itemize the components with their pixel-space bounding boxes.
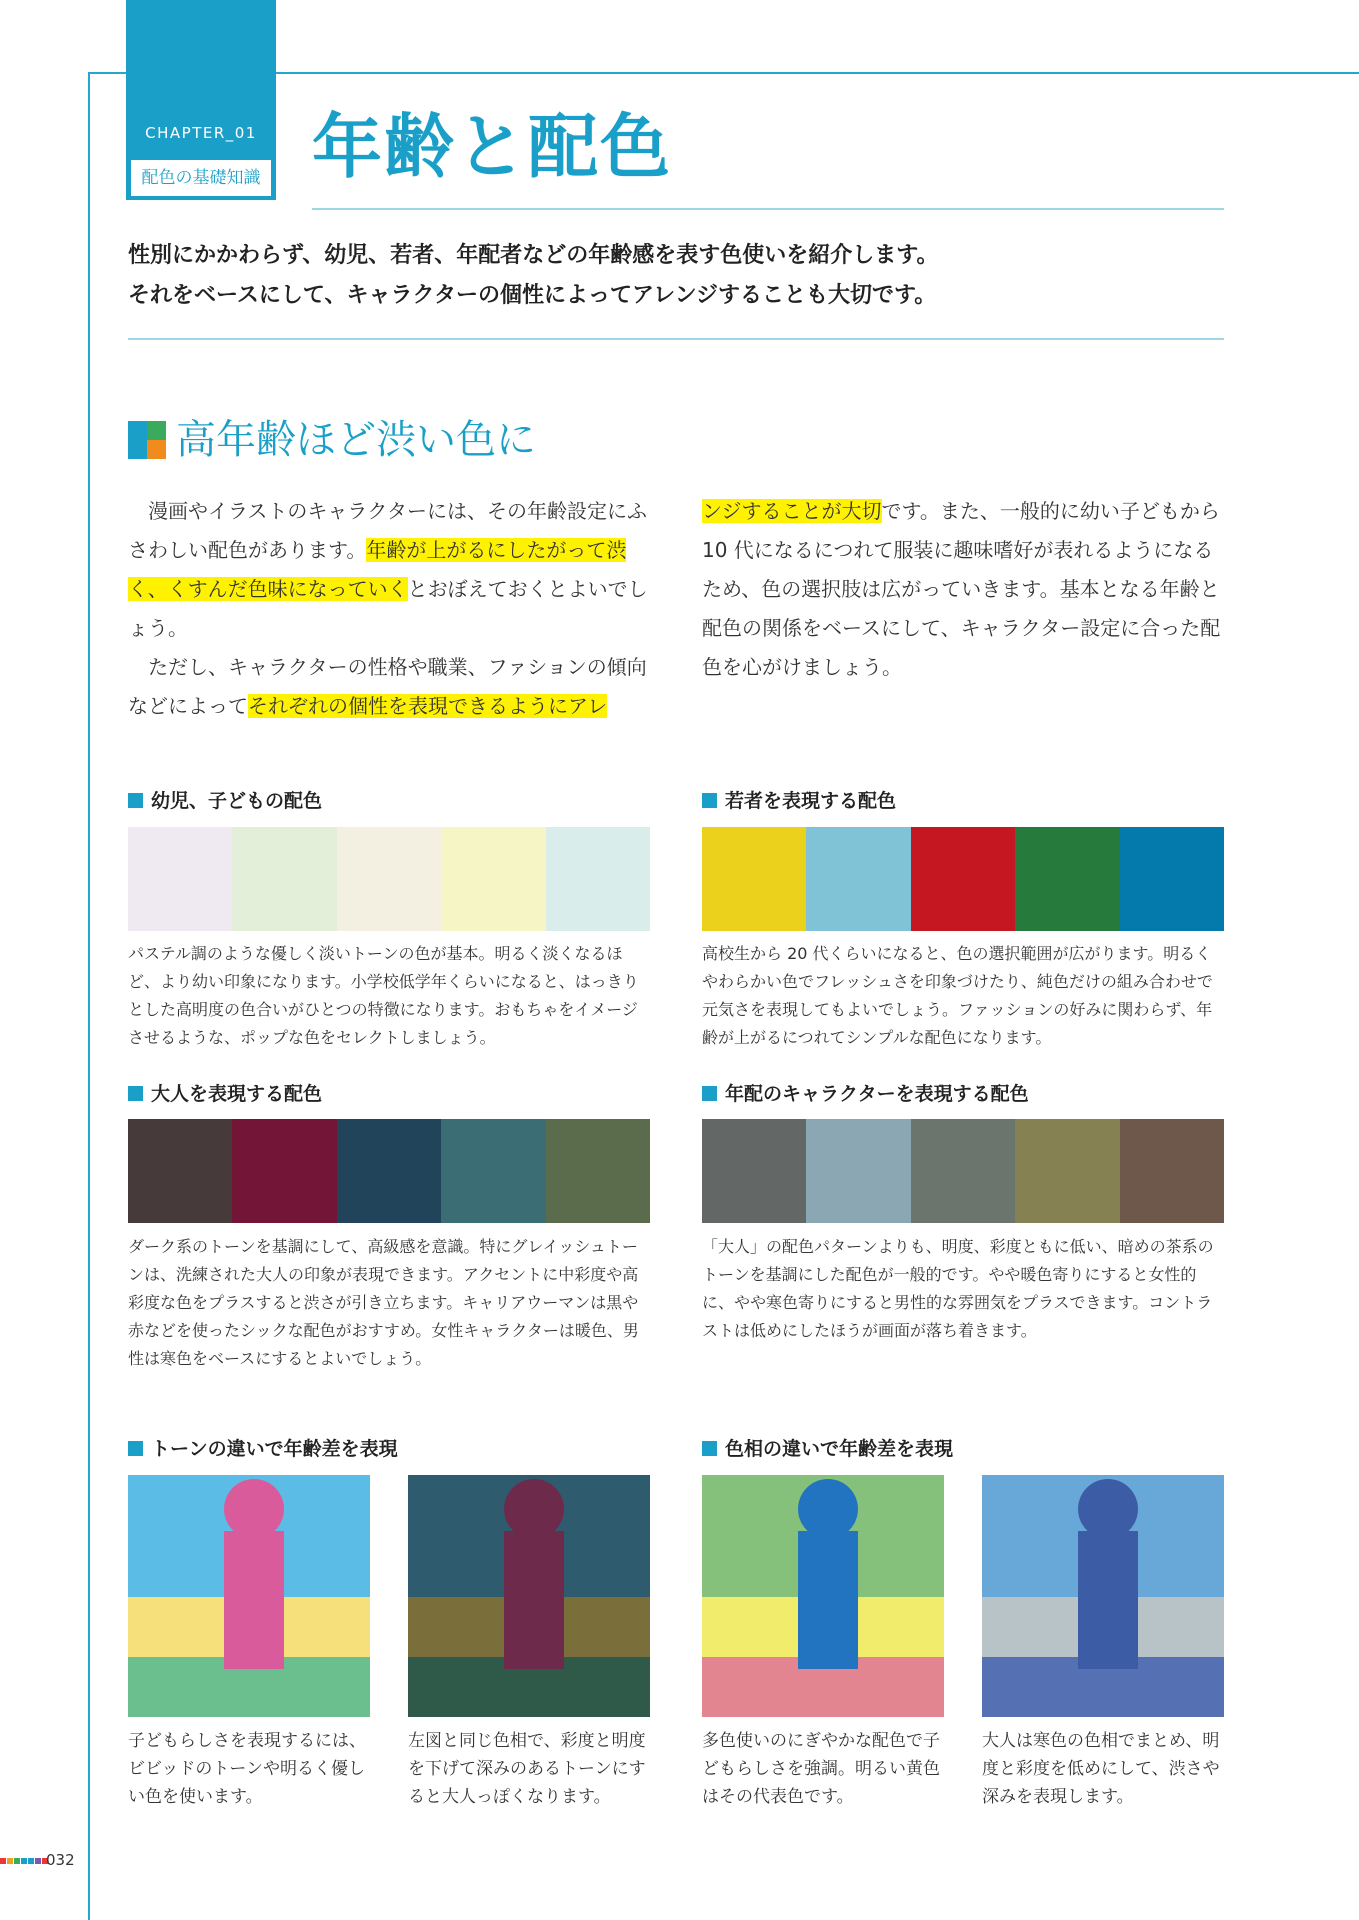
color-mark: [7, 1858, 13, 1864]
comparison-title-text: 色相の違いで年齢差を表現: [725, 1438, 954, 1460]
color-swatch-5: [546, 1119, 650, 1223]
intro-text: [128, 236, 1228, 316]
frame-top-line: [88, 72, 1359, 74]
palette-title-text: 年配のキャラクターを表現する配色: [725, 1083, 1029, 1105]
figure-head: [798, 1479, 858, 1539]
palette-desc-adult: ダーク系のトーンを基調にして、高級感を意識。特にグレイッシュトーンは、洗練された大人の印象が表現できます。アクセントに中彩度や高彩度な色をプラスすると渋さが引き立ちます。キャリアウーマンは黒や赤などを使ったシックな配色がおすすめ。女性キャラクターは暖色、男性は寒色をベースにするとよいでしょう。: [128, 1237, 639, 1368]
palette-title-children: [128, 788, 322, 814]
body-text: ただし、キャラクターの性格や職業、ファションの傾向などによって: [128, 655, 647, 718]
highlight-text: ンジすることが大切: [702, 499, 882, 523]
color-swatch-1: [128, 1119, 232, 1223]
figure-head: [224, 1479, 284, 1539]
color-swatch-5: [546, 827, 650, 931]
palette-desc-elderly: 「大人」の配色パターンよりも、明度、彩度ともに低い、暗めの茶系のトーンを基調にした配色が一般的です。やや暖色寄りにすると女性的に、やや寒色寄りにすると男性的な雰囲気をプラスできます。コントラストは低めにしたほうが画面が落ち着きます。: [702, 1237, 1214, 1340]
title-underline: [312, 208, 1224, 210]
color-swatch-2: [806, 1119, 910, 1223]
body-right-column: [702, 492, 1227, 687]
figure-caption: 子どもらしさを表現するには、ビビッドのトーンや明るく優しい色を使います。: [128, 1731, 366, 1807]
palette-title-text: 幼児、子どもの配色: [151, 790, 323, 812]
figure-body: [504, 1531, 564, 1669]
page-number: 032: [46, 1851, 75, 1869]
body-text: 漫画やイラストのキャラクターには、その年齢設定にふさわしい配色があります。: [128, 499, 647, 562]
color-swatch-4: [1015, 827, 1119, 931]
color-swatch-5: [1120, 1119, 1224, 1223]
comparison-title-hue: [702, 1436, 953, 1462]
figure-body: [798, 1531, 858, 1669]
intro-divider: [128, 338, 1224, 340]
color-mark: [28, 1858, 34, 1864]
comparison-title-text: トーンの違いで年齢差を表現: [151, 1438, 398, 1460]
frame-vertical-line: [88, 72, 90, 1920]
body-paragraph-1: [128, 492, 658, 648]
figure-body: [224, 1531, 284, 1669]
figure-tone-adult: [408, 1475, 650, 1717]
highlight-text: それぞれの個性を表現できるようにアレ: [248, 694, 608, 718]
palette-swatches-adult: [128, 1119, 650, 1223]
body-left-column: [128, 492, 658, 726]
palette-desc-children: パステル調のような優しく淡いトーンの色が基本。明るく淡くなるほど、より幼い印象になります。小学校低学年くらいになると、はっきりとした高明度の色合いがひとつの特徴になります。おもちゃをイメージさせるような、ポップな色をセレクトしましょう。: [128, 944, 639, 1047]
intro-line-2: それをベースにして、キャラクターの個性によってアレンジすることも大切です。: [128, 283, 937, 308]
color-swatch-2: [232, 827, 336, 931]
figure-hue-child: [702, 1475, 944, 1717]
color-swatch-5: [1120, 827, 1224, 931]
palette-title-elderly: [702, 1081, 1029, 1107]
color-swatch-4: [441, 827, 545, 931]
square-bullet-icon: [702, 793, 717, 808]
color-marks-decoration: [0, 1858, 49, 1864]
figure-tone-child: [128, 1475, 370, 1717]
square-bullet-icon: [128, 1086, 143, 1101]
figure-caption: 多色使いのにぎやかな配色で子どもらしさを強調。明るい黄色はその代表色です。: [702, 1731, 940, 1807]
color-swatch-3: [911, 827, 1015, 931]
color-swatch-3: [911, 1119, 1015, 1223]
palette-swatches-elderly: [702, 1119, 1224, 1223]
figure-caption: 大人は寒色の色相でまとめ、明度と彩度を低めにして、渋さや深みを表現します。: [982, 1731, 1220, 1807]
color-swatch-3: [337, 1119, 441, 1223]
color-swatch-2: [232, 1119, 336, 1223]
intro-line-1: 性別にかかわらず、幼児、若者、年配者などの年齢感を表す色使いを紹介します。: [128, 243, 939, 268]
color-swatch-4: [441, 1119, 545, 1223]
figure-hue-adult: [982, 1475, 1224, 1717]
comparison-title-tone: [128, 1436, 398, 1462]
color-mark: [0, 1858, 6, 1864]
color-swatch-1: [702, 1119, 806, 1223]
color-mark: [35, 1858, 41, 1864]
figure-head: [504, 1479, 564, 1539]
palette-title-text: 大人を表現する配色: [151, 1083, 323, 1105]
square-bullet-icon: [128, 1441, 143, 1456]
figure-body: [1078, 1531, 1138, 1669]
chapter-label: CHAPTER_01: [145, 124, 257, 142]
color-swatch-4: [1015, 1119, 1119, 1223]
highlight-text: 年齢が上がるにしたがって渋く、くすんだ色味になっていく: [128, 538, 627, 601]
palette-title-adult: [128, 1081, 322, 1107]
body-paragraph-2: [128, 648, 658, 726]
palette-swatches-children: [128, 827, 650, 931]
palette-desc-youth: 高校生から 20 代くらいになると、色の選択範囲が広がります。明るくやわらかい色でフレッシュさを印象づけたり、純色だけの組み合わせで元気さを表現してもよいでしょう。ファッションの好みに関わらず、年齢が上がるにつれてシンプルな配色になります。: [702, 944, 1213, 1047]
square-bullet-icon: [702, 1441, 717, 1456]
color-mark: [14, 1858, 20, 1864]
color-swatch-2: [806, 827, 910, 931]
body-text: とおぼえておくとよいでしょう。: [128, 577, 648, 640]
figure-head: [1078, 1479, 1138, 1539]
palette-title-youth: [702, 788, 896, 814]
square-bullet-icon: [702, 1086, 717, 1101]
palette-title-text: 若者を表現する配色: [725, 790, 897, 812]
body-text: です。また、一般的に幼い子どもから10 代になるにつれて服装に趣味嗜好が表れるようになるため、色の選択肢は広がっていきます。基本となる年齢と配色の関係をベースにして、キャラクター設定に合った配色を心がけましょう。: [702, 499, 1221, 679]
color-swatch-1: [128, 827, 232, 931]
figure-caption: 左図と同じ色相で、彩度と明度を下げて深みのあるトーンにすると大人っぽくなります。: [408, 1731, 646, 1807]
section-heading: 高年齢ほど渋い色に: [176, 417, 536, 463]
color-mark: [21, 1858, 27, 1864]
section-square-icon: [128, 421, 166, 459]
chapter-tab: [126, 0, 276, 200]
palette-swatches-youth: [702, 827, 1224, 931]
square-bullet-icon: [128, 793, 143, 808]
page-title: 年齢と配色: [312, 106, 672, 188]
color-swatch-3: [337, 827, 441, 931]
chapter-subtitle: 配色の基礎知識: [131, 160, 271, 196]
color-swatch-1: [702, 827, 806, 931]
